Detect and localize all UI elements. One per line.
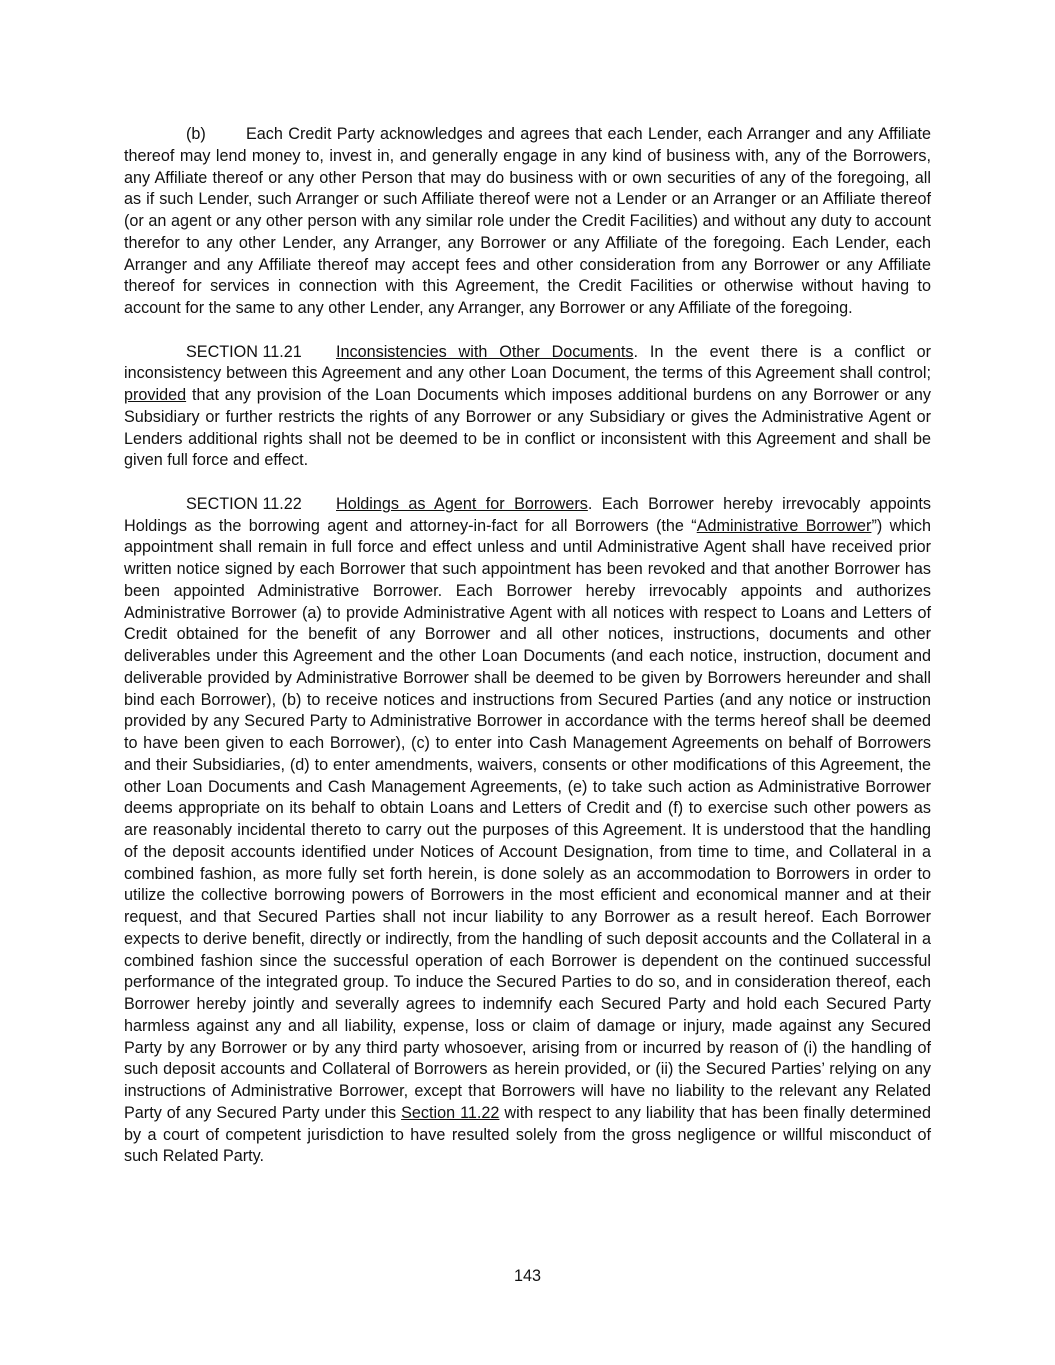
- paragraph-text: Each Credit Party acknowledges and agrees that each Lender, each Arranger and any Affiliate thereof may lend money to, invest in, and generally engage in any kind of business with, any of the Borrowers, any Affiliate thereof or any other Person that may do business with or own securities of any of the foregoing, all as if such Lender, such Arranger or such Affiliate thereof were not a Lender or an Arranger or an Affiliate thereof (or an agent or any other person with any similar role under the Credit Facilities) and without any duty to account therefor to any other Lender, any Arranger, any Borrower or any Affiliate of the foregoing. Each Lender, each Arranger and any Affiliate thereof may accept fees and other consideration from any Borrower or any Affiliate thereof for services in connection with this Agreement, the Credit Facilities or otherwise without having to account for the same to any other Lender, any Arranger, any Borrower or any Affiliate of the foregoing.: [124, 125, 931, 317]
- section-title-period: .: [587, 494, 593, 513]
- provided-term: provided: [124, 386, 187, 404]
- section-text: that any provision of the Loan Documents which imposes additional burdens on any Borrower or any Subsidiary or further restricts the rights of any Borrower or any Subsidiary or gives the Administrative Agent or Lenders additional rights shall not be deemed to be in conflict or inconsistent with this Agreement and shall be given full force and effect.: [124, 386, 931, 470]
- defined-term: Administrative Borrower: [696, 516, 872, 535]
- section-text: ”) which appointment shall remain in full force and effect unless and until Administrative Agent shall have received prior written notice signed by each Borrower that such appointment has been revoked and that another Borrower has been appointed Administrative Borrower. Each Borrower hereby irrevocably appoints and authorizes Administrative Borrower (a) to provide Administrative Agent with all notices with respect to Loans and Letters of Credit obtained for the benefit of any Borrower and all other notices, instructions, documents and other deliverables under this Agreement and the other Loan Documents (and each notice, instruction, document and deliverable provided by Administrative Borrower shall be deemed to be given by Borrowers hereunder and shall bind each Borrower), (b) to receive notices and instructions from Secured Parties (and any notice or instruction provided by any Secured Party to Administrative Borrower in accordance with the terms hereof shall be deemed to have been given to each Borrower), (c) to enter into Cash Management Agreements on behalf of Borrowers and their Subsidiaries, (d) to enter amendments, waivers, consents or other modifications of this Agreement, the other Loan Documents and Cash Management Agreements, (e) to take such action as Administrative Borrower deems appropriate on its behalf to obtain Loans and Letters of Credit and (f) to exercise such other powers as are reasonably incidental thereto to carry out the purposes of this Agreement. It is understood that the handling of the deposit accounts identified under Notices of Account Designation, from time to time, and Collateral in a combined fashion, as more fully set forth herein, is done solely as an accommodation to Borrowers in order to utilize the collective borrowing powers of Borrowers in the most efficient and economical manner and at their request, and that Secured Parties shall not incur liability to any Borrower as a result hereof. Each Borrower expects to derive benefit, directly or indirectly, from the handling of such deposit accounts and the Collateral in a combined fashion since the successful operation of each Borrower is dependent on the continued successful performance of the integrated group. To induce the Secured Parties to do so, and in consideration thereof, each Borrower hereby jointly and severally agrees to indemnify each Secured Party and hold each Secured Party harmless against any and all liability, expense, loss or claim of damage or injury, made against any Secured Party by any Borrower or by any third party whosoever, arising from or incurred by reason of (i) the handling of such deposit accounts and Collateral of Borrowers as herein provided, or (ii) the Secured Parties’ relying on any instructions of Administrative Borrower, except that Borrowers will have no liability to the relevant any Related Party of any Secured Party under this: [124, 516, 932, 1122]
- section-number: SECTION 11.22: [186, 494, 302, 513]
- document-page: [124, 124, 931, 1190]
- section-number: SECTION 11.21: [186, 342, 302, 361]
- section-title: Holdings as Agent for Borrowers: [336, 494, 588, 513]
- section-title-period: .: [633, 342, 638, 361]
- page-number: 143: [513, 1267, 541, 1285]
- section-11-22: [124, 494, 931, 1168]
- section-title: Inconsistencies with Other Documents: [336, 342, 634, 361]
- section-11-21: [124, 342, 931, 473]
- section-text: Each Borrower hereby irrevocably appoints Holdings as the borrowing agent and attorney-in-fact for all Borrowers (the “: [124, 494, 931, 535]
- section-text: with respect to any liability that has been finally determined by a court of competent jurisdiction to have resulted solely from the gross negligence or willful misconduct of such Related Party.: [124, 1103, 931, 1166]
- section-cross-reference: Section 11.22: [401, 1103, 500, 1122]
- paragraph-b: [124, 124, 931, 320]
- paragraph-label: (b): [186, 125, 206, 143]
- section-text: In the event there is a conflict or inconsistency between this Agreement and any other Loan Document, the terms of this Agreement shall control;: [124, 342, 931, 383]
